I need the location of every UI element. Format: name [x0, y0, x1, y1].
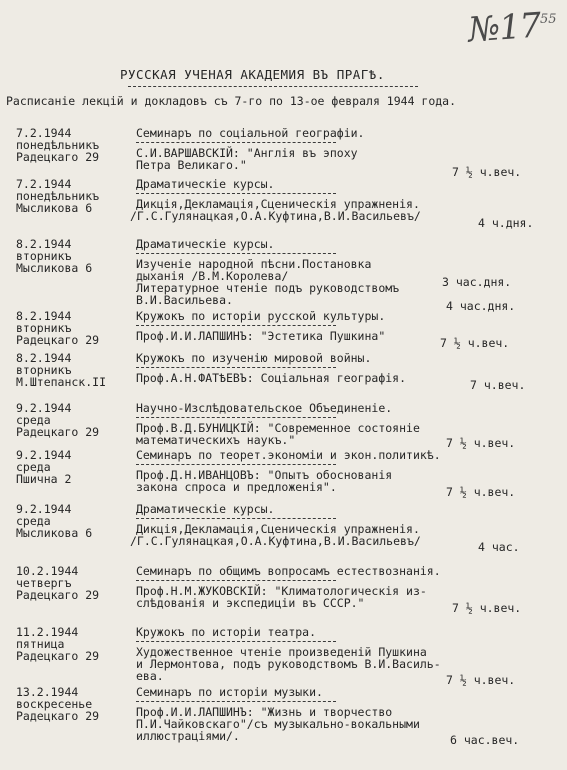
entry-weekday: среда	[16, 514, 51, 528]
entry-heading: Кружокъ по исторіи театра.	[136, 625, 317, 639]
entry-address: Мысликова 6	[16, 261, 93, 275]
entry-date-place	[16, 565, 134, 601]
entry-detail: Художественное чтеніе произведеній Пушкина	[136, 645, 427, 659]
entry-divider	[136, 580, 336, 581]
entry-date-place	[16, 449, 134, 485]
entry-time-second: 4 час.дня.	[446, 299, 516, 313]
entry-time: 7 ч.веч.	[470, 378, 526, 392]
entry-divider	[136, 518, 336, 519]
schedule-entry	[0, 178, 567, 230]
schedule-entry	[0, 309, 567, 350]
entry-heading: Семинаръ по соціальной географіи.	[136, 126, 365, 140]
entry-address: Радецкаго 29	[16, 709, 100, 723]
entry-date: 11.2.1944	[16, 625, 79, 639]
handwritten-page-number: №17	[466, 5, 542, 51]
entry-date: 10.2.1944	[16, 564, 79, 578]
entry-divider	[136, 417, 336, 418]
title-underline	[128, 86, 418, 87]
entry-detail: ева.	[136, 669, 164, 683]
entry-date-place	[16, 352, 134, 388]
entry-date: 9.2.1944	[16, 401, 72, 415]
entry-address: Пшична 2	[16, 472, 72, 486]
entry-divider	[136, 193, 336, 194]
entry-heading: Семинаръ по исторіи музыки.	[136, 685, 323, 699]
entry-address: Радецкаго 29	[16, 649, 100, 663]
entry-date: 7.2.1944	[16, 177, 72, 191]
entry-date: 9.2.1944	[16, 448, 72, 462]
entry-weekday: понедѣльникъ	[16, 189, 100, 203]
entry-weekday: понедѣльникъ	[16, 138, 100, 152]
entry-address: Мысликова 6	[16, 526, 93, 540]
entry-address: Радецкаго 29	[16, 588, 100, 602]
entry-detail: Петра Великаго."	[136, 158, 247, 172]
entry-detail: П.И.Чайковскаго"/съ музыкально-вокальными	[136, 717, 420, 731]
schedule-entry	[0, 626, 567, 686]
entry-time: 7 ½ ч.веч.	[452, 601, 522, 615]
entry-detail: Дикція,Декламація,Сценическія упражненія.	[136, 522, 420, 536]
entry-weekday: вторникъ	[16, 363, 72, 377]
entry-address: Мысликова 6	[16, 201, 93, 215]
entry-detail: Проф.И.И.ЛАПШИНЪ: "Жизнь и творчество	[136, 705, 393, 719]
entry-weekday: воскресенье	[16, 697, 93, 711]
entry-detail: слѣдованія и экспедиціи въ СССР."	[136, 596, 365, 610]
entry-heading: Кружокъ по изученію мировой войны.	[136, 351, 372, 365]
entry-divider	[136, 253, 336, 254]
entry-content	[136, 238, 561, 306]
entry-detail: Проф.И.И.ЛАПШИНЪ: "Эстетика Пушкина"	[136, 329, 386, 343]
schedule-entry	[0, 449, 567, 501]
schedule-entry	[0, 503, 567, 555]
entry-address: Радецкаго 29	[16, 425, 100, 439]
entry-detail: Проф.А.Н.ФАТѢЕВЪ: Соціальная географія.	[136, 371, 407, 385]
entry-divider	[136, 367, 336, 368]
entry-time: 6 час.веч.	[450, 733, 520, 747]
entry-detail: С.И.ВАРШАВСКІЙ: "Англія въ эпоху	[136, 146, 358, 160]
entry-heading: Драматическіе курсы.	[136, 237, 275, 251]
entry-time: 7 ½ ч.веч.	[440, 336, 510, 350]
entry-heading: Драматическіе курсы.	[136, 502, 275, 516]
entry-date: 8.2.1944	[16, 237, 72, 251]
entry-date-place	[16, 686, 134, 722]
schedule-entry	[0, 565, 567, 617]
schedule-entry	[0, 402, 567, 450]
entry-weekday: пятница	[16, 637, 65, 651]
entry-date: 7.2.1944	[16, 126, 72, 140]
entry-detail: /Г.С.Гулянацкая,О.А.Куфтина,В.И.Васильевъ/	[130, 534, 421, 548]
entry-divider	[136, 464, 336, 465]
entry-address: Радецкаго 29	[16, 333, 100, 347]
entry-time: 4 ч.дня.	[478, 216, 534, 230]
schedule-entry	[0, 126, 567, 179]
schedule-entry	[0, 351, 567, 392]
entry-heading: Научно-Изслѣдовательское Объединеніе.	[136, 401, 393, 415]
schedule-entry	[0, 686, 567, 758]
entry-detail: Изученіе народной пѣсни.Постановка	[136, 257, 372, 271]
entry-detail: Проф.Д.Н.ИВАНЦОВЪ: "Опытъ обоснованія	[136, 468, 393, 482]
entry-detail: Проф.Н.М.ЖУКОВСКІЙ: "Климатологическія из-	[136, 584, 427, 598]
entry-time: 7 ½ ч.веч.	[446, 436, 516, 450]
entry-detail: иллюстраціями/.	[136, 729, 240, 743]
entry-time: 3 час.дня.	[442, 275, 512, 289]
entry-weekday: вторникъ	[16, 321, 72, 335]
entry-weekday: среда	[16, 413, 51, 427]
entry-detail: /Г.С.Гулянацкая,О.А.Куфтина,В.И.Васильевъ/	[130, 209, 421, 223]
entry-detail: математическихъ наукъ."	[136, 433, 296, 447]
entry-time: 4 час.	[478, 540, 520, 554]
entry-weekday: четвергъ	[16, 576, 72, 590]
entry-time: 7 ½ ч.веч.	[446, 673, 516, 687]
entry-heading: Семинаръ по теорет.экономіи и экон.политикѣ.	[136, 448, 441, 462]
entry-detail: В.И.Васильева.	[136, 293, 233, 307]
entry-date-place	[16, 127, 134, 163]
entry-time: 7 ½ ч.веч.	[446, 485, 516, 499]
entry-detail: закона спроса и предложенія".	[136, 480, 337, 494]
entry-time: 7 ½ ч.веч.	[452, 165, 522, 179]
entry-divider	[136, 142, 336, 143]
entry-divider	[136, 641, 336, 642]
entry-heading: Драматическіе курсы.	[136, 177, 275, 191]
entry-date: 8.2.1944	[16, 351, 72, 365]
entry-date-place	[16, 402, 134, 438]
entry-date: 8.2.1944	[16, 309, 72, 323]
entry-detail: Литературное чтеніе подъ руководствомъ	[136, 281, 400, 295]
entry-date-place	[16, 310, 134, 346]
entry-heading: Кружокъ по исторіи русской культуры.	[136, 309, 386, 323]
entry-divider	[136, 701, 336, 702]
entry-weekday: среда	[16, 460, 51, 474]
entry-divider	[136, 325, 336, 326]
entry-date-place	[16, 178, 134, 214]
entry-address: Радецкаго 29	[16, 150, 100, 164]
entry-address: М.Штепанск.II	[16, 375, 107, 389]
document-subtitle: Расписаніе лекцій и докладовъ съ 7-го по 13-ое февраля 1944 года.	[6, 94, 457, 108]
entry-weekday: вторникъ	[16, 249, 72, 263]
entry-detail: и Лермонтова, подъ руководствомъ В.И.Василь-	[136, 657, 441, 671]
entry-date-place	[16, 503, 134, 539]
entry-detail: дыханія /В.М.Королева/	[136, 269, 289, 283]
document-title: РУССКАЯ УЧЕНАЯ АКАДЕМИЯ ВЪ ПРАГѢ.	[120, 67, 385, 82]
entry-date: 13.2.1944	[16, 685, 79, 699]
entry-date-place	[16, 238, 134, 274]
handwritten-folio-number: 55	[540, 12, 557, 27]
entry-heading: Семинаръ по общимъ вопросамъ естествознанія.	[136, 564, 441, 578]
entry-detail: Проф.В.Д.БУНИЦКІЙ: "Современное состояніе	[136, 421, 420, 435]
schedule-entry	[0, 238, 567, 314]
entry-date-place	[16, 626, 134, 662]
entry-date: 9.2.1944	[16, 502, 72, 516]
entry-detail: Дикція,Декламація,Сценическія упражненія.	[136, 197, 420, 211]
